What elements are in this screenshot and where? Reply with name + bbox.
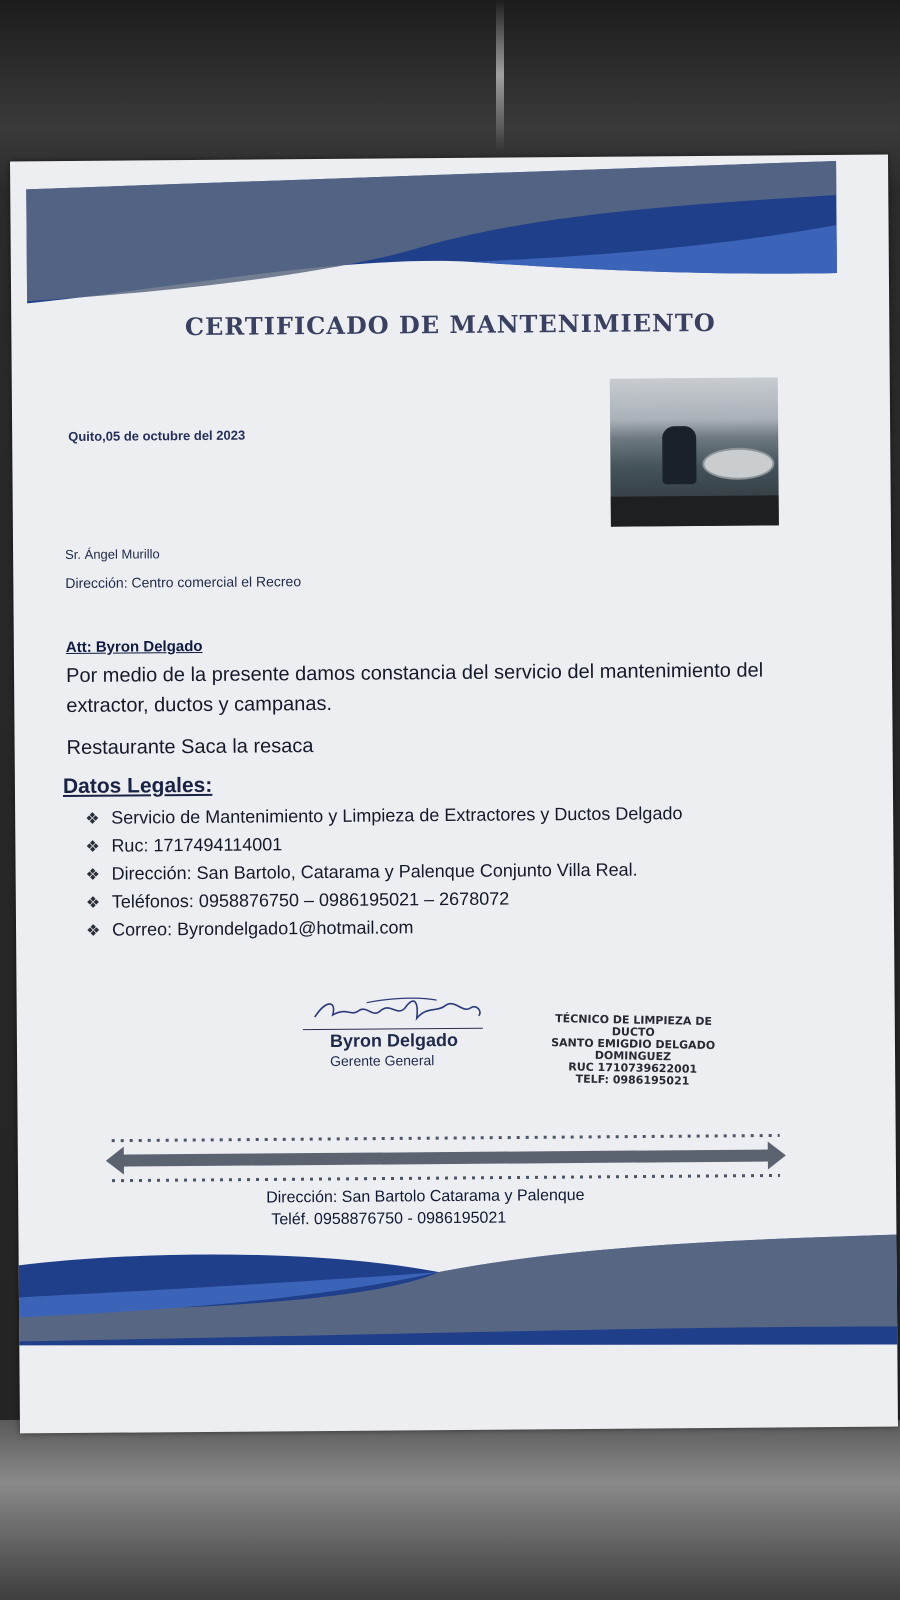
certificate-body: Por medio de la presente damos constancia del servicio del mantenimiento del extractor, ductos y campanas. (65, 659, 764, 718)
recipient-address: Dirección: Centro comercial el Recreo (65, 573, 302, 592)
table-reflection (496, 0, 504, 150)
document-title: CERTIFICADO DE MANTENIMIENTO (184, 307, 716, 342)
legal-data-heading: Datos Legales: (62, 773, 213, 799)
attention-line: Att: Byron Delgado (65, 637, 203, 657)
diamond-bullet-icon: ❖ (85, 810, 100, 828)
footer-address: Dirección: San Bartolo Catarama y Palenque (266, 1186, 585, 1207)
diamond-bullet-icon: ❖ (85, 922, 101, 940)
diamond-bullet-icon: ❖ (85, 866, 101, 884)
recipient-name: Sr. Ángel Murillo (65, 546, 160, 563)
restaurant-name: Restaurante Saca la resaca (66, 735, 314, 760)
signer-role: Gerente General (330, 1052, 435, 1069)
footer-phone: Teléf. 0958876750 - 0986195021 (271, 1209, 507, 1229)
diamond-bullet-icon: ❖ (85, 894, 101, 912)
footer-wave-graphic (18, 1235, 897, 1352)
legal-item: ❖ Correo: Byrondelgado1@hotmail.com (86, 912, 683, 945)
legal-item: ❖ Ruc: 1717494114001 (85, 828, 682, 861)
table-surface (0, 1420, 900, 1600)
certificate-page (10, 155, 898, 1434)
diamond-bullet-icon: ❖ (85, 838, 100, 856)
signer-name: Byron Delgado (329, 1029, 459, 1051)
legal-item: ❖ Servicio de Mantenimiento y Limpieza de Extractores y Ductos Delgado (85, 800, 682, 833)
double-arrow-divider (106, 1131, 786, 1184)
header-wave-graphic (10, 155, 889, 312)
legal-data-list (85, 800, 683, 945)
handwritten-signature (307, 988, 487, 1029)
legal-item: ❖ Dirección: San Bartolo, Catarama y Palenque Conjunto Villa Real. (86, 856, 683, 889)
legal-item: ❖ Teléfonos: 0958876750 – 0986195021 – 2678072 (86, 884, 683, 917)
document-date: Quito,05 de octubre del 2023 (68, 427, 246, 444)
technician-stamp: TÉCNICO DE LIMPIEZA DE DUCTO SANTO EMIGDIO DELGADO DOMINGUEZ RUC 1710739622001 TELF: 0986195021 (551, 1012, 716, 1088)
service-photo (610, 377, 779, 526)
